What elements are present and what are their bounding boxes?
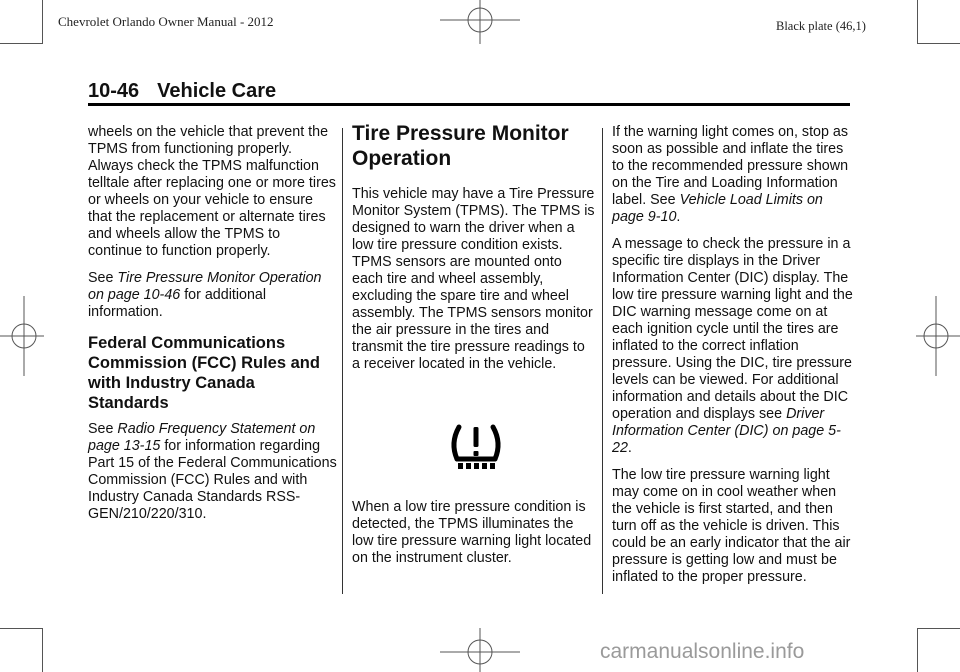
crop-mark [42, 628, 43, 672]
cross-reference-link[interactable]: Driver Information Center (DIC) on page 5-22 [612, 406, 841, 456]
text: . [627, 440, 632, 456]
crop-mark [917, 0, 918, 44]
watermark: carmanualsonline.info [600, 640, 805, 663]
cross-reference-link[interactable]: Vehicle Load Limits on page 9-10 [612, 192, 823, 225]
crop-mark [917, 628, 918, 672]
registration-mark-left [0, 296, 44, 376]
paragraph: When a low tire pressure condition is detected, the TPMS illuminates the low tire pressure warning light located on the instrument cluster. [352, 499, 592, 566]
text: If the warning light comes on, stop as soon as possible and inflate the tires to the recommended pressure shown on the Tire and Loading Information label. See [612, 124, 849, 208]
column-3 [612, 124, 858, 596]
paragraph [612, 236, 858, 457]
text: . [676, 209, 681, 225]
text: for information regarding Part 15 of the Federal Communications Commission (FCC) Rules and with Industry Canada Standards RSS-GEN/210/220/310. [88, 438, 337, 522]
column-1 [88, 124, 338, 533]
tire-pressure-warning-icon [446, 421, 506, 473]
crop-mark [0, 43, 42, 44]
section-title: Vehicle Care [157, 80, 277, 102]
section-heading [88, 80, 276, 103]
cross-reference-link[interactable]: Tire Pressure Monitor Operation on page 10-46 [88, 270, 322, 303]
cross-reference-link[interactable]: Radio Frequency Statement on page 13-15 [88, 421, 316, 454]
registration-mark-bottom [440, 628, 520, 672]
page-number: 10-46 [88, 80, 140, 102]
paragraph [612, 124, 858, 226]
subsection-heading: Federal Communications Commission (FCC) Rules and with Industry Canada Standards [88, 334, 320, 412]
text: A message to check the pressure in a specific tire displays in the Driver Information Center (DIC) display. The low tire pressure warning light and the DIC warning message come on at each ignition cycle until the tires are inflated to the correct inflation pressure. Using the DIC, tire pressure levels can be viewed. For additional information and details about the DIC operation and displays see [612, 236, 853, 422]
subsection-heading: Tire Pressure Monitor Operation [352, 122, 569, 170]
text: for additional information. [88, 287, 267, 320]
column-2 [352, 124, 596, 577]
crop-mark [0, 628, 42, 629]
column-divider [342, 128, 343, 594]
paragraph [88, 421, 338, 523]
paragraph: This vehicle may have a Tire Pressure Monitor System (TPMS). The TPMS is designed to warn the driver when a low tire pressure condition exists. TPMS sensors are mounted onto each tire and wheel assembly, excluding the spare tire and wheel assembly. The TPMS sensors monitor the air pressure in the tires and transmit the tire pressure readings to a receiver located in the vehicle. [352, 186, 595, 372]
running-header-title: Chevrolet Orlando Owner Manual - 2012 [58, 14, 274, 29]
paragraph: wheels on the vehicle that prevent the TPMS from functioning properly. Always check the TPMS malfunction telltale after replacing one or more tires or wheels on your vehicle to ensure that the replacement or alternate tires and wheels allow the TPMS to continue to function properly. [88, 124, 336, 259]
text: See [88, 270, 118, 286]
crop-mark [42, 0, 43, 44]
registration-mark-right [916, 296, 960, 376]
crop-mark [918, 628, 960, 629]
paragraph: The low tire pressure warning light may come on in cool weather when the vehicle is first started, and then turn off as the vehicle is driven. This could be an early indicator that the air pressure is getting low and must be inflated to the proper pressure. [612, 467, 851, 585]
heading-rule [88, 103, 850, 106]
paragraph [88, 270, 338, 321]
column-divider [602, 128, 603, 594]
text: See [88, 421, 118, 437]
registration-mark-top [440, 0, 520, 44]
crop-mark [918, 43, 960, 44]
running-header-plate: Black plate (46,1) [776, 19, 866, 33]
